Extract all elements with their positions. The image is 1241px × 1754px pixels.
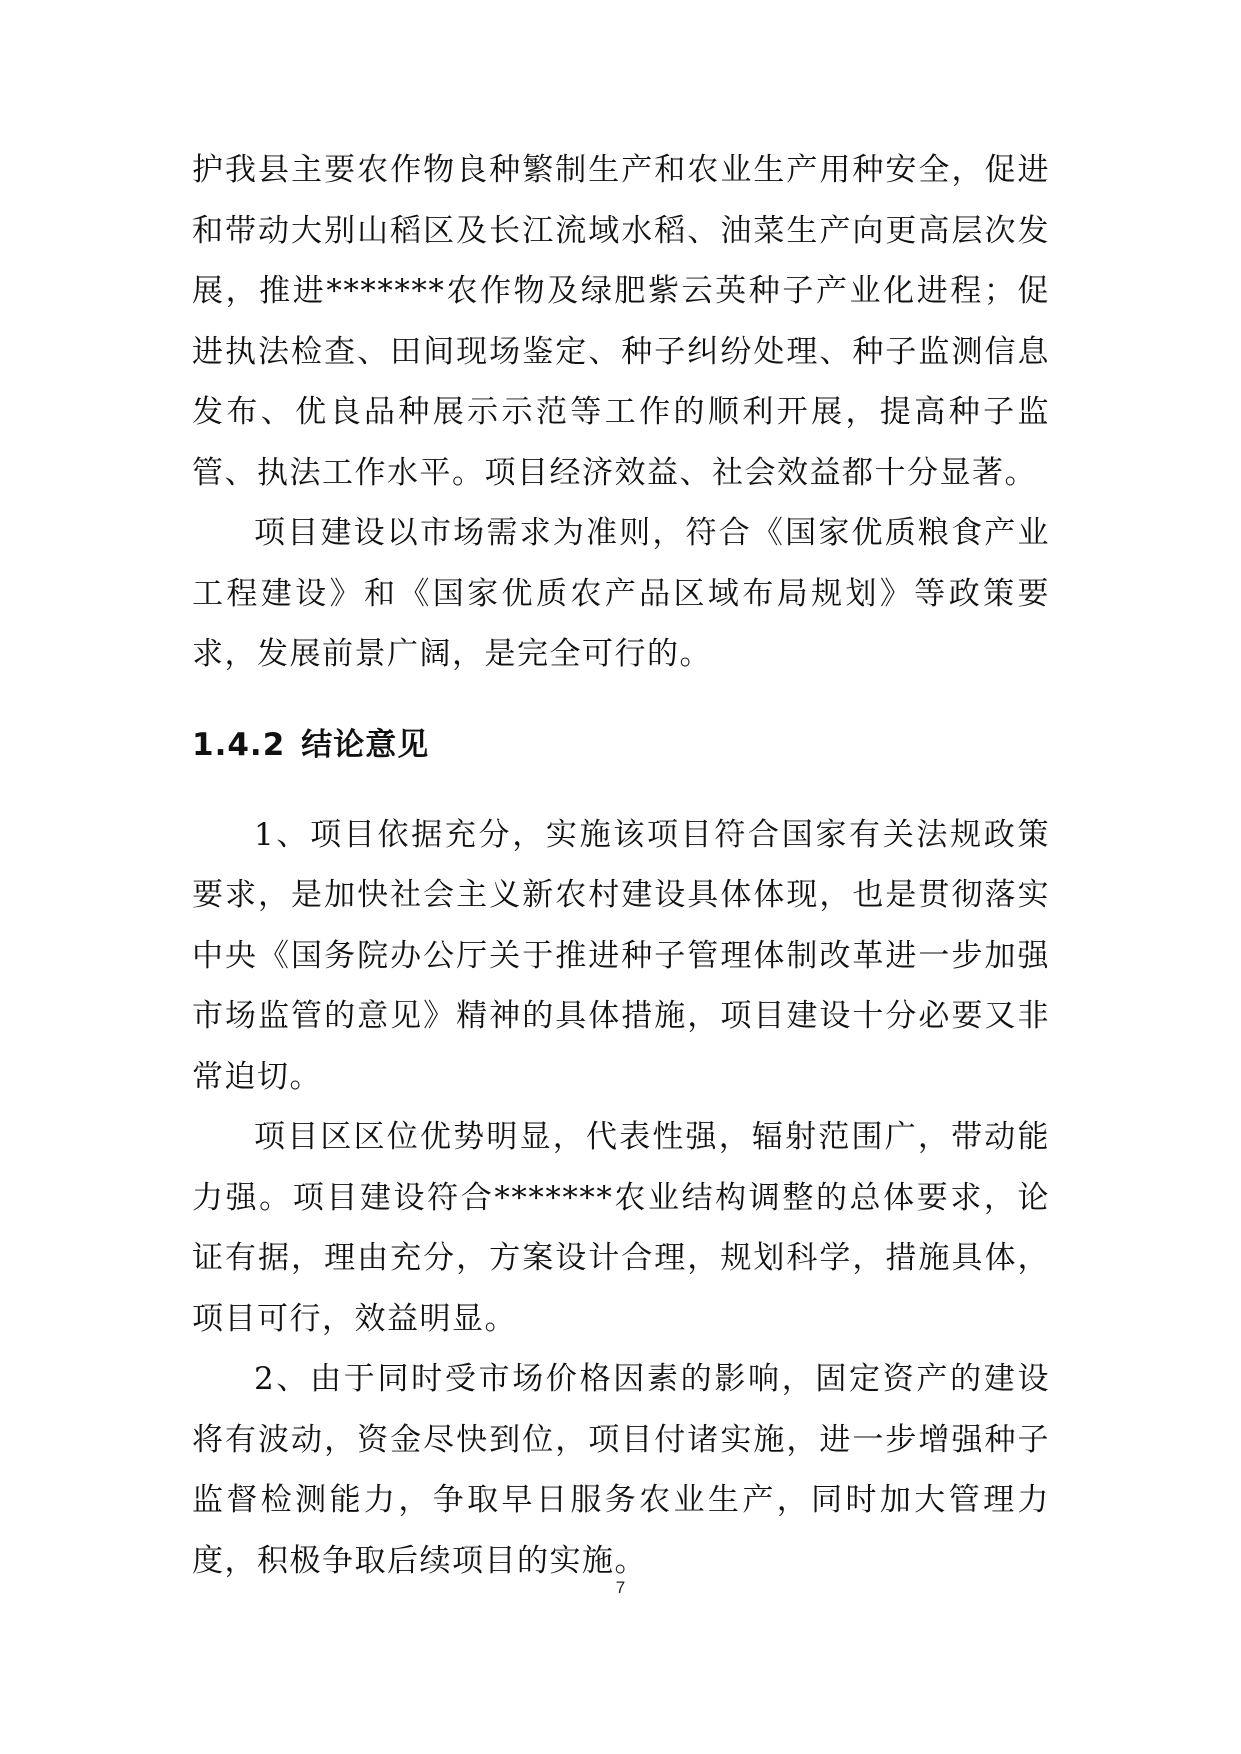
document-body (192, 140, 1050, 1591)
body-paragraph: 1、项目依据充分，实施该项目符合国家有关法规政策要求，是加快社会主义新农村建设具体体现，也是贯彻落实中央《国务院办公厅关于推进种子管理体制改革进一步加强市场监管的意见》精神的具体措施，项目建设十分必要又非常迫切。 (192, 816, 1050, 1095)
section-number: 1.4.2 (192, 726, 286, 763)
body-paragraph: 项目建设以市场需求为准则，符合《国家优质粮食产业工程建设》和《国家优质农产品区域布局规划》等政策要求，发展前景广阔，是完全可行的。 (192, 515, 1050, 672)
section-heading (192, 715, 1050, 775)
body-paragraph: 2、由于同时受市场价格因素的影响，固定资产的建设将有波动，资金尽快到位，项目付诸实施，进一步增强种子监督检测能力，争取早日服务农业生产，同时加大管理力度，积极争取后续项目的实施。 (192, 1361, 1050, 1579)
page-number: 7 (615, 1578, 626, 1597)
section-title: 结论意见 (301, 726, 430, 763)
body-paragraph-continued: 护我县主要农作物良种繁制生产和农业生产用种安全，促进和带动大别山稻区及长江流域水稻、油菜生产向更高层次发展，推进*******农作物及绿肥紫云英种子产业化进程；促进执法检查、田间现场鉴定、种子纠纷处理、种子监测信息发布、优良品种展示示范等工作的顺利开展，提高种子监管、执法工作水平。项目经济效益、社会效益都十分显著。 (192, 152, 1050, 491)
body-paragraph: 项目区区位优势明显，代表性强，辐射范围广，带动能力强。项目建设符合*******农业结构调整的总体要求，论证有据，理由充分，方案设计合理，规划科学，措施具体，项目可行，效益明显。 (192, 1119, 1050, 1337)
